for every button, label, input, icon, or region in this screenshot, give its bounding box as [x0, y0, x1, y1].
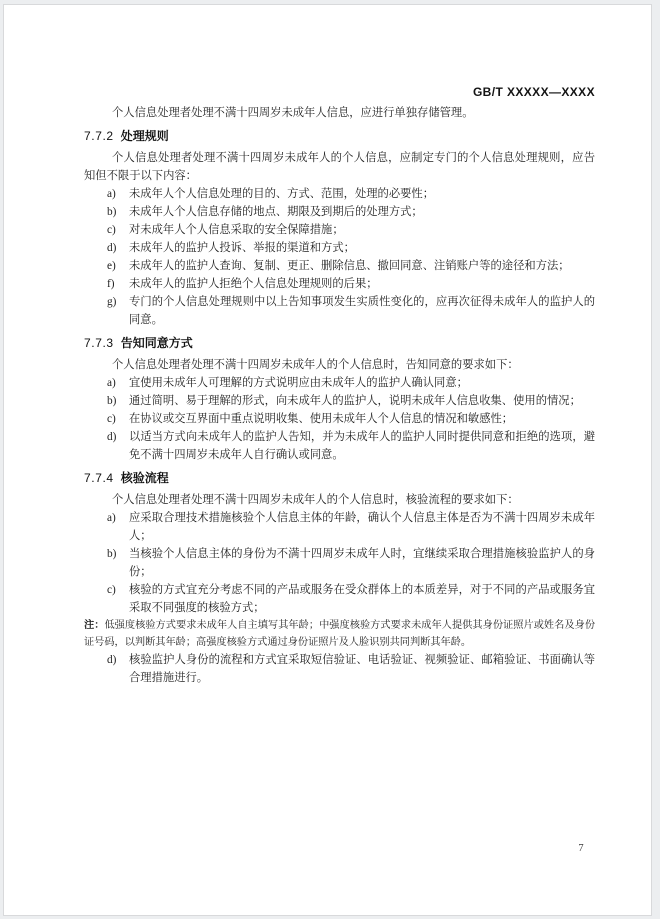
clause-lead: 个人信息处理者处理不满十四周岁未成年人的个人信息时，告知同意的要求如下：: [112, 359, 519, 371]
item-label: a): [107, 188, 116, 200]
note-label: 注：: [84, 620, 105, 631]
item-label: d): [107, 654, 117, 666]
item-label: e): [107, 260, 116, 272]
list-item: [84, 221, 595, 239]
item-text: 当核验个人信息主体的身份为不满十四周岁未成年人时，宜继续采取合理措施核验监护人的身份；: [129, 548, 595, 578]
clause-list: [84, 509, 595, 687]
list-item: [84, 545, 595, 581]
item-text: 宜使用未成年人可理解的方式说明应由未成年人的监护人确认同意；: [129, 377, 468, 389]
item-label: b): [107, 548, 117, 560]
clause-list: [84, 185, 595, 329]
item-text: 核验监护人身份的流程和方式宜采取短信验证、电话验证、视频验证、邮箱验证、书面确认等合理措施进行。: [129, 654, 595, 684]
list-item: [84, 257, 595, 275]
item-text: 应采取合理技术措施核验个人信息主体的年龄，确认个人信息主体是否为不满十四周岁未成年人；: [129, 512, 595, 542]
item-label: c): [107, 224, 116, 236]
standard-code-header: GB/T XXXXX—XXXX: [472, 85, 595, 99]
item-text: 通过简明、易于理解的形式，向未成年人的监护人，说明未成年人信息收集、使用的情况；: [129, 395, 581, 407]
document-page: [3, 4, 652, 916]
item-label: c): [107, 584, 116, 596]
list-item: [84, 185, 595, 203]
section-heading-title: 处理规则: [120, 129, 169, 143]
item-text: 在协议或交互界面中重点说明收集、使用未成年人个人信息的情况和敏感性；: [129, 413, 514, 425]
section-heading: [84, 471, 595, 486]
list-item: [84, 428, 595, 464]
note-text: 低强度核验方式要求未成年人自主填写其年龄；中强度核验方式要求未成年人提供其身份证照片或姓名及身份证号码，以判断其年龄；高强度核验方式通过身份证照片及人脸识别共同判断其年龄。: [84, 620, 596, 648]
page-content: [84, 85, 595, 687]
clause-lead: 个人信息处理者处理不满十四周岁未成年人的个人信息时，核验流程的要求如下：: [112, 494, 519, 506]
item-text: 未成年人的监护人拒绝个人信息处理规则的后果；: [129, 278, 378, 290]
list-item: [84, 410, 595, 428]
list-item: [84, 509, 595, 545]
item-text: 对未成年人个人信息采取的安全保障措施；: [129, 224, 344, 236]
section-7-7-4: [84, 471, 595, 687]
list-item: [84, 239, 595, 257]
item-label: d): [107, 242, 117, 254]
item-label: d): [107, 431, 117, 443]
clause-list: [84, 374, 595, 464]
item-text: 未成年人的监护人查询、复制、更正、删除信息、撤回同意、注销账户等的途径和方法；: [129, 260, 570, 272]
intro-paragraph: 个人信息处理者处理不满十四周岁未成年人信息，应进行单独存储管理。: [112, 107, 474, 119]
clause-lead: 个人信息处理者处理不满十四周岁未成年人的个人信息，应制定专门的个人信息处理规则，应告知但不限于以下内容：: [84, 152, 595, 182]
section-heading-number: 7.7.2: [84, 129, 114, 143]
section-heading-number: 7.7.4: [84, 471, 114, 485]
item-label: a): [107, 377, 116, 389]
item-text: 专门的个人信息处理规则中以上告知事项发生实质性变化的，应再次征得未成年人的监护人的同意。: [129, 296, 595, 326]
item-label: f): [107, 278, 115, 290]
item-text: 未成年人个人信息存储的地点、期限及到期后的处理方式；: [129, 206, 423, 218]
section-heading-title: 告知同意方式: [120, 336, 193, 350]
item-label: g): [107, 296, 117, 308]
list-item: [84, 374, 595, 392]
list-item: [84, 581, 595, 617]
section-7-7-2: [84, 129, 595, 329]
section-heading-title: 核验流程: [120, 471, 169, 485]
item-text: 核验的方式宜充分考虑不同的产品或服务在受众群体上的本质差异，对于不同的产品或服务宜采取不同强度的核验方式；: [129, 584, 595, 614]
item-text: 以适当方式向未成年人的监护人告知，并为未成年人的监护人同时提供同意和拒绝的选项，避免不满十四周岁未成年人自行确认或同意。: [129, 431, 595, 461]
list-item: [84, 392, 595, 410]
list-item: [84, 293, 595, 329]
item-text: 未成年人个人信息处理的目的、方式、范围，处理的必要性；: [129, 188, 435, 200]
section-heading: [84, 129, 595, 144]
item-text: 未成年人的监护人投诉、举报的渠道和方式；: [129, 242, 355, 254]
item-label: b): [107, 206, 117, 218]
item-label: b): [107, 395, 117, 407]
item-label: c): [107, 413, 116, 425]
list-item: [84, 651, 595, 687]
item-label: a): [107, 512, 116, 524]
section-7-7-3: [84, 336, 595, 464]
section-heading: [84, 336, 595, 351]
section-heading-number: 7.7.3: [84, 336, 114, 350]
list-item: [84, 275, 595, 293]
list-item: [84, 203, 595, 221]
page-number: 7: [578, 843, 584, 854]
note: [84, 617, 595, 651]
